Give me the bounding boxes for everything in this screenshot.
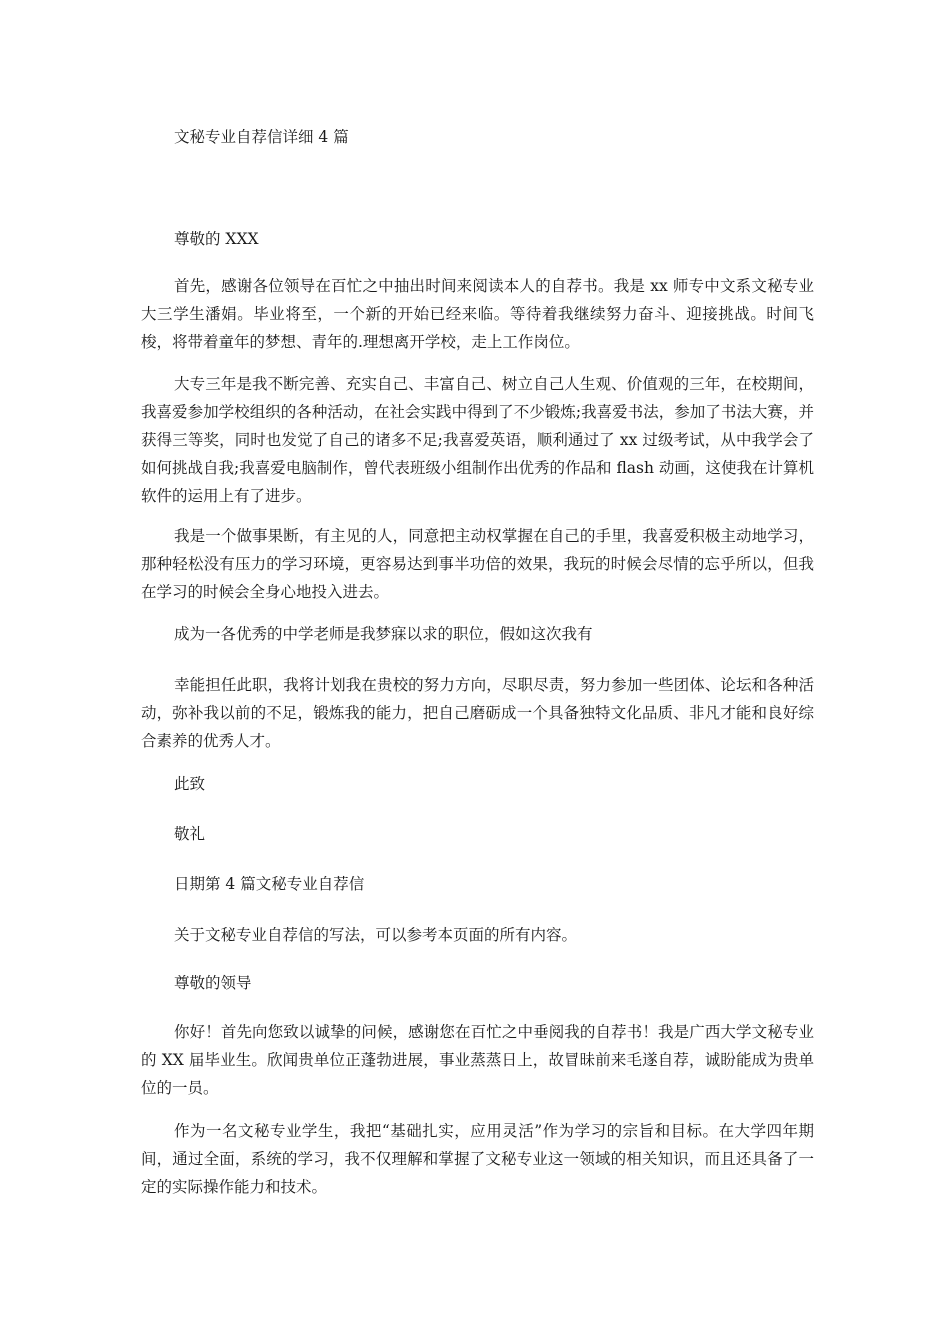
paragraph: 成为一各优秀的中学老师是我梦寐以求的职位，假如这次我有 bbox=[174, 625, 593, 643]
document-title: 文秘专业自荐信详细 4 篇 bbox=[174, 128, 349, 146]
paragraph: 幸能担任此职，我将计划我在贵校的努力方向，尽职尽责，努力参加一些团体、论坛和各种活动，弥补我以前的不足，锻炼我的能力，把自己磨砺成一个具备独特文化品质、非凡才能和良好综合素养的优秀人才。 bbox=[141, 676, 814, 750]
salutation: 尊敬的 XXX bbox=[174, 230, 259, 248]
paragraph: 大专三年是我不断完善、充实自己、丰富自己、树立自己人生观、价值观的三年，在校期间，我喜爱参加学校组织的各种活动，在社会实践中得到了不少锻炼;我喜爱书法，参加了书法大赛，并获得三等奖，同时也发觉了自己的诸多不足;我喜爱英语，顺利通过了 xx 过级考试，从中我学会了如何挑战自我;我喜爱电脑制作，曾代表班级小组制作出优秀的作品和 flash 动画，这使我在计算机软件的运用上有了进步。 bbox=[141, 375, 814, 505]
date-line: 日期第 4 篇文秘专业自荐信 bbox=[174, 875, 365, 893]
paragraph: 首先，感谢各位领导在百忙之中抽出时间来阅读本人的自荐书。我是 xx 师专中文系文秘专业大三学生潘娟。毕业将至，一个新的开始已经来临。等待着我继续努力奋斗、迎接挑战。时间飞梭，将带着童年的梦想、青年的.理想离开学校，走上工作岗位。 bbox=[141, 277, 814, 351]
intro-line: 关于文秘专业自荐信的写法，可以参考本页面的所有内容。 bbox=[174, 926, 578, 944]
closing-line: 敬礼 bbox=[174, 825, 206, 843]
paragraph: 我是一个做事果断，有主见的人，同意把主动权掌握在自己的手里，我喜爱积极主动地学习，那种轻松没有压力的学习环境，更容易达到事半功倍的效果，我玩的时候会尽情的忘乎所以，但我在学习的时候会全身心地投入进去。 bbox=[141, 527, 814, 601]
closing-line: 此致 bbox=[174, 775, 206, 793]
paragraph: 你好！首先向您致以诚挚的问候，感谢您在百忙之中垂阅我的自荐书！我是广西大学文秘专业的 XX 届毕业生。欣闻贵单位正蓬勃进展，事业蒸蒸日上，故冒昧前来毛遂自荐，诚盼能成为贵单位的一员。 bbox=[141, 1023, 814, 1097]
salutation: 尊敬的领导 bbox=[174, 974, 252, 992]
paragraph: 作为一名文秘专业学生，我把“基础扎实，应用灵活”作为学习的宗旨和目标。在大学四年期间，通过全面，系统的学习，我不仅理解和掌握了文秘专业这一领域的相关知识，而且还具备了一定的实际操作能力和技术。 bbox=[141, 1122, 814, 1196]
